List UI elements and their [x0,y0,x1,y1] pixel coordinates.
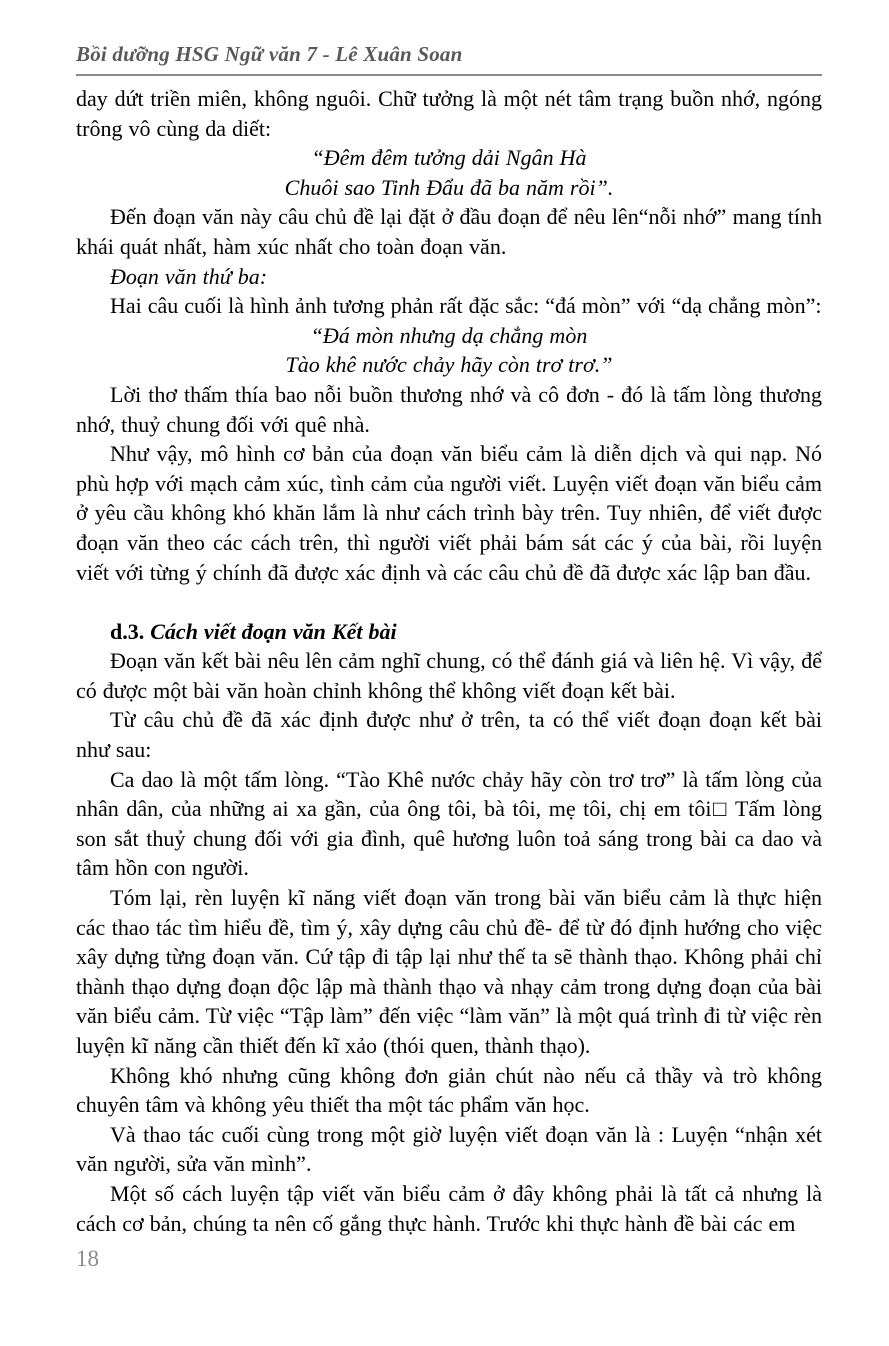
paragraph: Ca dao là một tấm lòng. “Tào Khê nước chảy hãy còn trơ trơ” là tấm lòng của nhân dân, của những ai xa gần, của ông tôi, bà tôi, mẹ tôi, chị em tôi□ Tấm lòng son sắt thuỷ chung đối với gia đình, quê hương luôn toả sáng trong bài ca dao và tâm hồn con người. [76,766,822,881]
page-body [76,84,822,1238]
paragraph-label: Đoạn văn thứ ba: [110,263,268,289]
paragraph: Từ câu chủ đề đã xác định được như ở trên, ta có thể viết đoạn đoạn kết bài như sau: [76,707,822,763]
paragraph: Lời thơ thấm thía bao nỗi buồn thương nhớ và cô đơn - đó là tấm lòng thương nhớ, thuỷ chung đối với quê nhà. [76,381,822,437]
verse-line: Chuôi sao Tinh Đẩu đã ba năm rồi”. [284,174,614,200]
paragraph-continuation: day dứt triền miên, không nguôi. Chữ tưởng là một nét tâm trạng buồn nhớ, ngóng trông vô cùng da diết: [76,86,822,141]
running-header: Bồi dưỡng HSG Ngữ văn 7 - Lê Xuân Soan [76,42,822,76]
verse-line: “Đá mòn nhưng dạ chẳng mòn [310,322,588,348]
section-heading-title: Cách viết đoạn văn Kết bài [150,618,397,644]
section-heading [76,617,822,647]
verse-line: Tào khê nước chảy hãy còn trơ trơ.” [285,352,613,378]
paragraph: Và thao tác cuối cùng trong một giờ luyện viết đoạn văn là : Luyện “nhận xét văn người, sửa văn mình”. [76,1121,822,1177]
paragraph: Hai câu cuối là hình ảnh tương phản rất đặc sắc: “đá mòn” với “dạ chẳng mòn”: [110,293,822,319]
paragraph: Đoạn văn kết bài nêu lên cảm nghĩ chung, có thể đánh giá và liên hệ. Vì vậy, để có được một bài văn hoàn chỉnh không thể không viết đoạn kết bài. [76,648,822,703]
verse-line: “Đêm đêm tưởng dải Ngân Hà [311,145,587,171]
section-heading-number: d.3. [110,618,145,644]
paragraph: Một số cách luyện tập viết văn biểu cảm ở đây không phải là tất cả nhưng là cách cơ bản, chúng ta nên cố gắng thực hành. Trước khi thực hành đề bài các em [76,1180,822,1236]
paragraph: Như vậy, mô hình cơ bản của đoạn văn biểu cảm là diễn dịch và qui nạp. Nó phù hợp với mạch cảm xúc, tình cảm của người viết. Luyện viết đoạn văn biểu cảm ở yêu cầu không khó khăn lắm là như cách trình bày trên. Tuy nhiên, để viết được đoạn văn theo các cách trên, thì người viết phải bám sát các ý của bài, rồi luyện viết với từng ý chính đã được xác định và các câu chủ đề đã được xác lập ban đầu. [76,441,822,585]
paragraph: Tóm lại, rèn luyện kĩ năng viết đoạn văn trong bài văn biểu cảm là thực hiện các thao tác tìm hiểu đề, tìm ý, xây dựng câu chủ đề- để từ đó định hướng cho việc xây dựng từng đoạn văn. Cứ tập đi tập lại như thế ta sẽ thành thạo. Không phải chỉ thành thạo dựng đoạn độc lập mà thành thạo và nhạy cảm trong dựng đoạn của bài văn biểu cảm. Từ việc “Tập làm” đến việc “làm văn” là một quá trình đi từ việc rèn luyện kĩ năng cần thiết đến kĩ xảo (thói quen, thành thạo). [76,885,822,1058]
paragraph: Không khó nhưng cũng không đơn giản chút nào nếu cả thầy và trò không chuyên tâm và không yêu thiết tha một tác phẩm văn học. [76,1062,822,1118]
page-number: 18 [76,1246,99,1271]
paragraph: Đến đoạn văn này câu chủ đề lại đặt ở đầu đoạn để nêu lên“nỗi nhớ” mang tính khái quát nhất, hàm xúc nhất cho toàn đoạn văn. [76,204,822,259]
